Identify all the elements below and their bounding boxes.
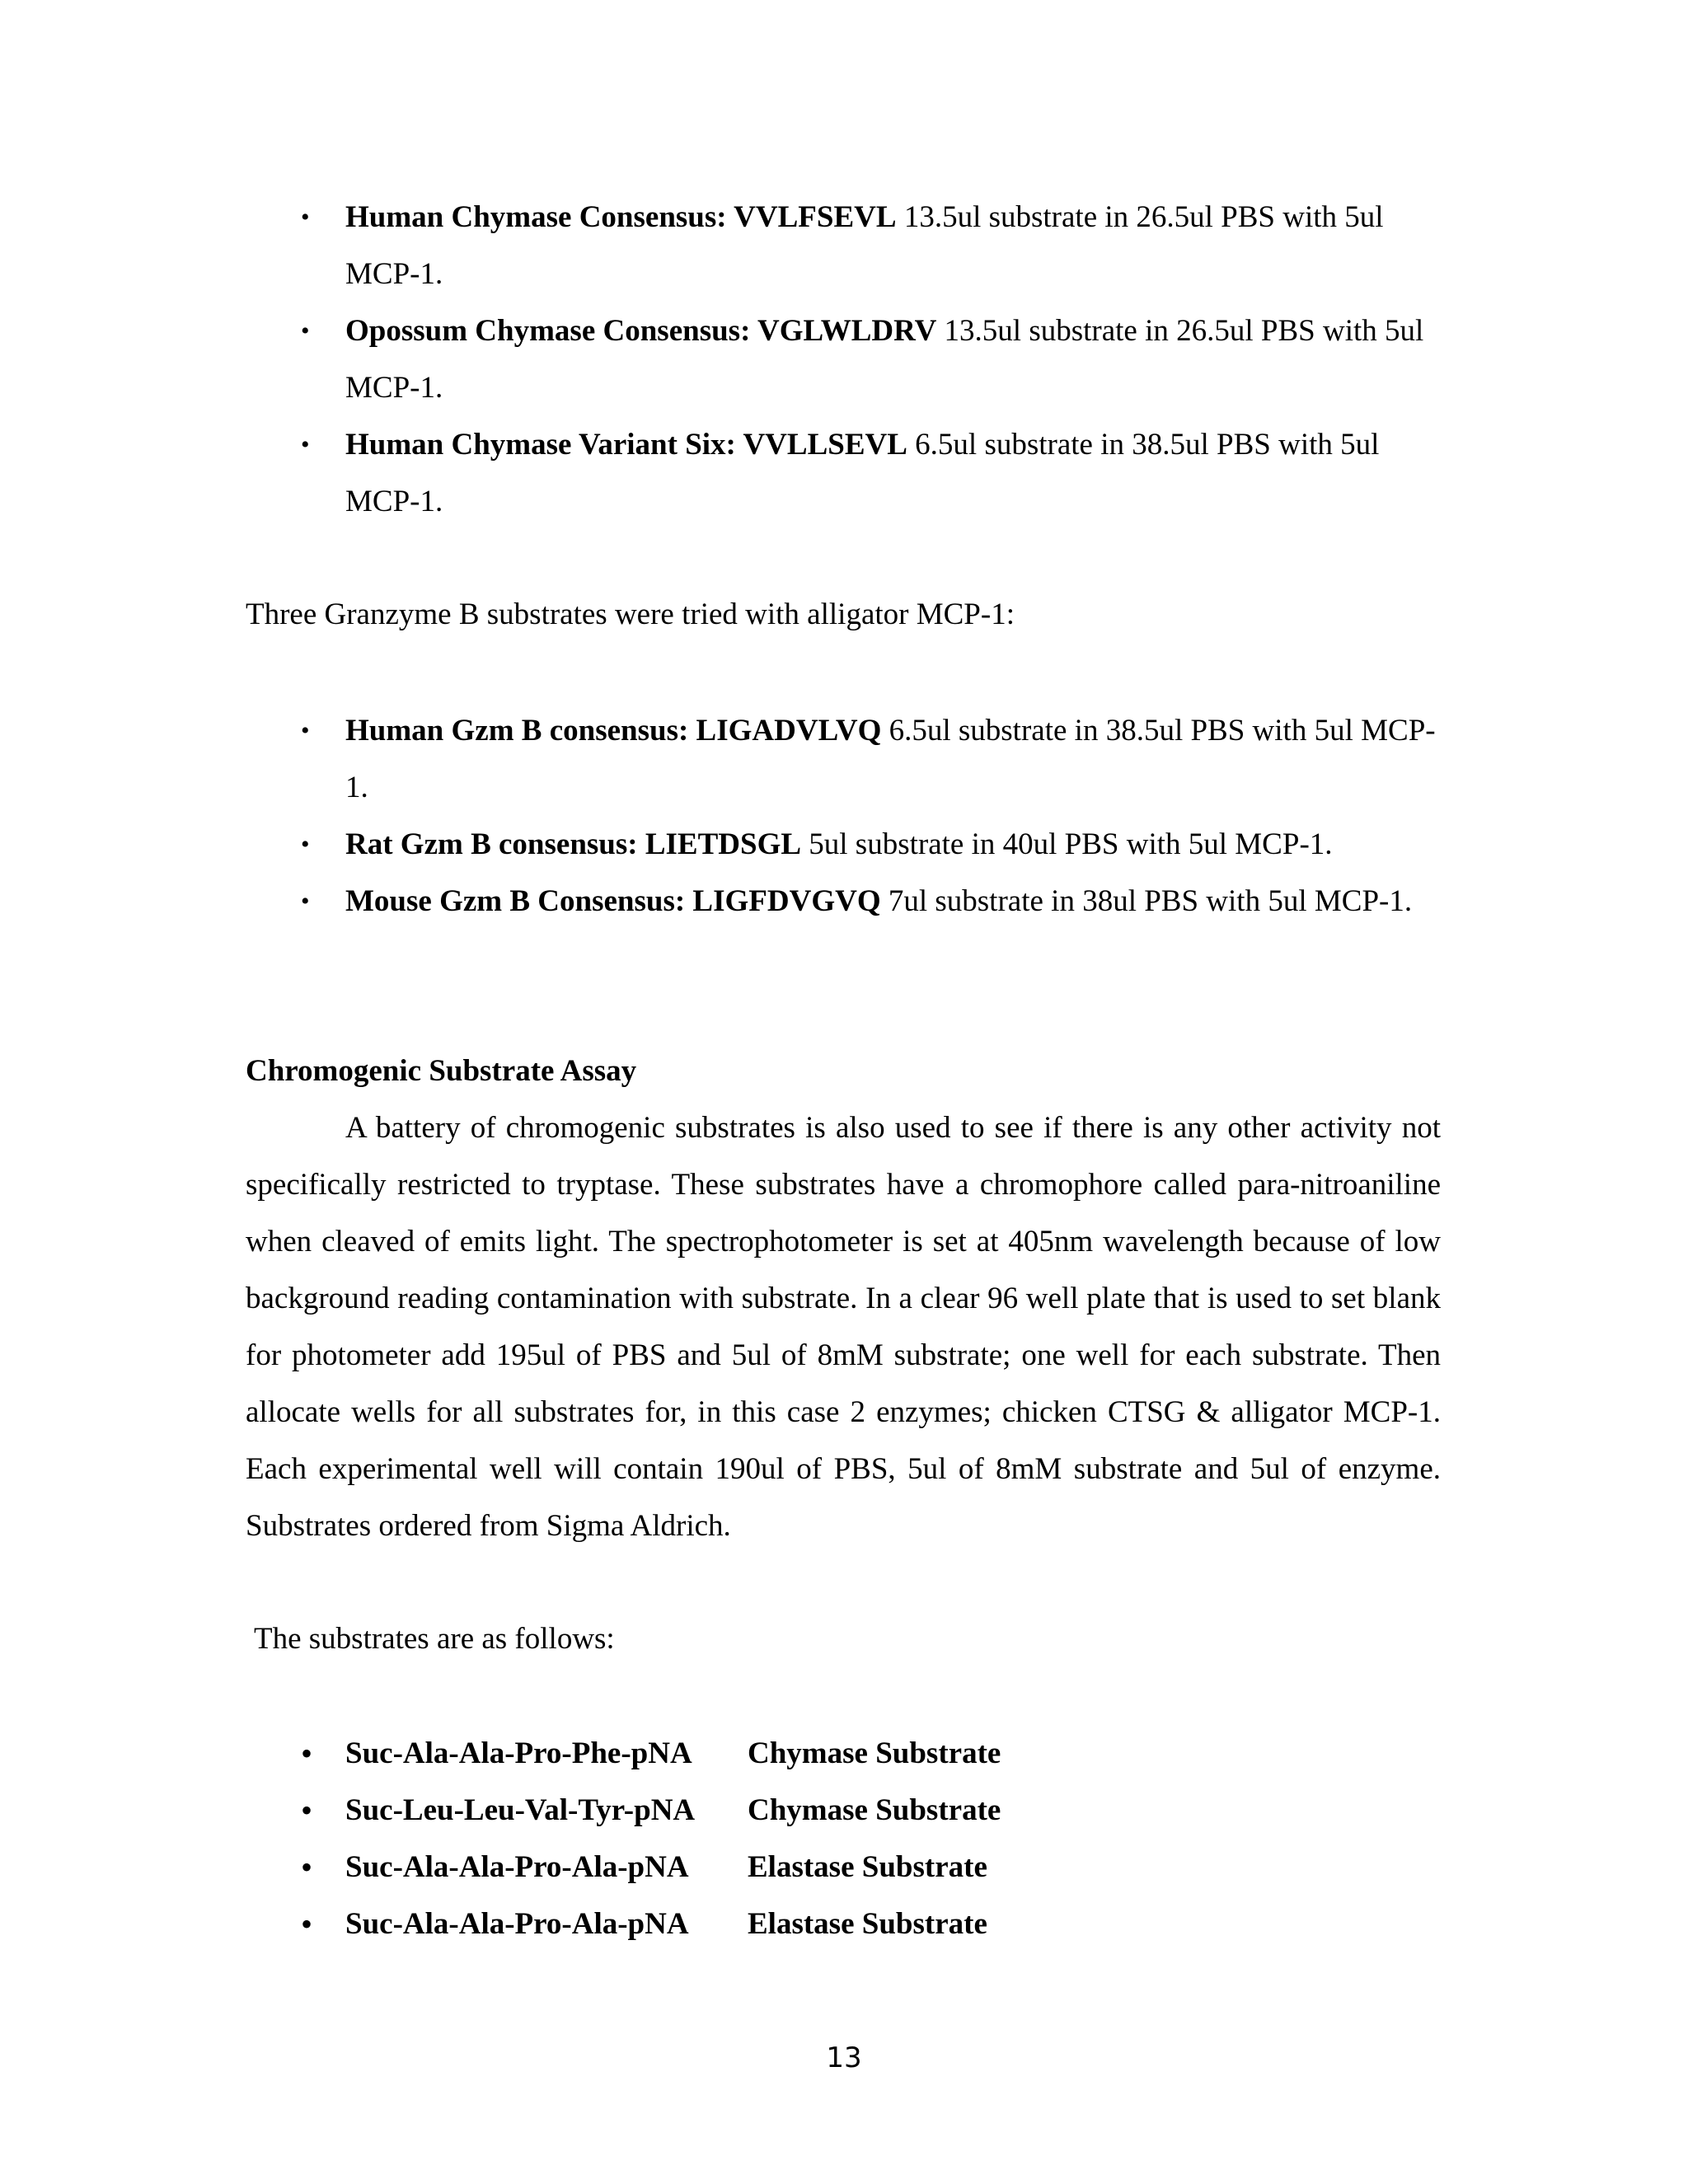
substrate-name: Human Chymase Variant Six: VVLLSEVL — [345, 428, 907, 462]
substrate-type: Chymase Substrate — [748, 1736, 1001, 1770]
bullet-icon: • — [301, 717, 310, 744]
page-number: 13 — [826, 2041, 862, 2074]
bullet-icon: • — [301, 317, 310, 344]
substrate-term: Suc-Ala-Ala-Pro-Ala-pNA — [345, 1907, 689, 1941]
section-heading: Chromogenic Substrate Assay — [246, 1054, 637, 1088]
substrate-recipe: 13.5ul substrate in 26.5ul PBS with 5ul MCP-1. — [345, 200, 1384, 291]
bullet-icon: • — [301, 1792, 313, 1829]
substrate-recipe: 6.5ul substrate in 38.5ul PBS with 5ul MCP-1. — [345, 428, 1380, 518]
substrate-name: Human Chymase Consensus: VVLFSEVL — [345, 200, 897, 234]
substrate-term: Suc-Ala-Ala-Pro-Phe-pNA — [345, 1736, 692, 1770]
list-item — [246, 416, 1449, 530]
chromogenic-substrate-list — [246, 1725, 1449, 1952]
substrate-type: Elastase Substrate — [748, 1907, 987, 1941]
list-item — [246, 1839, 1449, 1896]
substrates-intro-line: The substrates are as follows: — [254, 1622, 615, 1656]
substrate-name: Mouse Gzm B Consensus: LIGFDVGVQ — [345, 884, 881, 918]
list-item — [246, 302, 1449, 416]
list-item — [246, 873, 1449, 930]
bullet-icon: • — [301, 1905, 313, 1943]
bullet-icon: • — [301, 1735, 313, 1772]
bullet-icon: • — [301, 888, 310, 915]
substrate-recipe: 7ul substrate in 38ul PBS with 5ul MCP-1. — [880, 884, 1413, 918]
substrate-recipe: 6.5ul substrate in 38.5ul PBS with 5ul MCP-1. — [345, 714, 1436, 804]
substrate-recipe: 5ul substrate in 40ul PBS with 5ul MCP-1. — [801, 827, 1333, 861]
list-item — [246, 702, 1449, 816]
bullet-icon: • — [301, 431, 310, 458]
list-item — [246, 816, 1449, 873]
list-item — [246, 189, 1449, 302]
bullet-icon: • — [301, 204, 310, 231]
substrate-type: Chymase Substrate — [748, 1793, 1001, 1827]
body-paragraph: A battery of chromogenic substrates is also used to see if there is any other activity not specifically restricted to tryptase. These substrates have a chromophore called para-nitroaniline when cleaved of emits light. The spectrophotometer is set at 405nm wavelength because of low background reading contamination with substrate. In a clear 96 well plate that is used to set blank for photometer add 195ul of PBS and 5ul of 8mM substrate; one well for each substrate. Then allocate wells for all substrates for, in this case 2 enzymes; chicken CTSG & alligator MCP-1. Each experimental well will contain 190ul of PBS, 5ul of 8mM substrate and 5ul of enzyme. Substrates ordered from Sigma Aldrich. — [246, 1111, 1441, 1543]
list-item — [246, 1782, 1449, 1839]
substrate-recipe: 13.5ul substrate in 26.5ul PBS with 5ul MCP-1. — [345, 314, 1424, 405]
substrate-type: Elastase Substrate — [748, 1850, 987, 1884]
substrate-name: Opossum Chymase Consensus: VGLWLDRV — [345, 314, 937, 348]
chymase-substrate-list — [246, 189, 1449, 530]
granzyme-substrate-list — [246, 702, 1449, 930]
substrate-name: Rat Gzm B consensus: LIETDSGL — [345, 827, 802, 861]
granzyme-intro-paragraph: Three Granzyme B substrates were tried with alligator MCP-1: — [246, 598, 1015, 631]
substrate-term: Suc-Leu-Leu-Val-Tyr-pNA — [345, 1793, 696, 1827]
list-item — [246, 1896, 1449, 1952]
bullet-icon: • — [301, 831, 310, 858]
bullet-icon: • — [301, 1849, 313, 1886]
list-item — [246, 1725, 1449, 1782]
substrate-name: Human Gzm B consensus: LIGADVLVQ — [345, 714, 882, 748]
substrate-term: Suc-Ala-Ala-Pro-Ala-pNA — [345, 1850, 689, 1884]
